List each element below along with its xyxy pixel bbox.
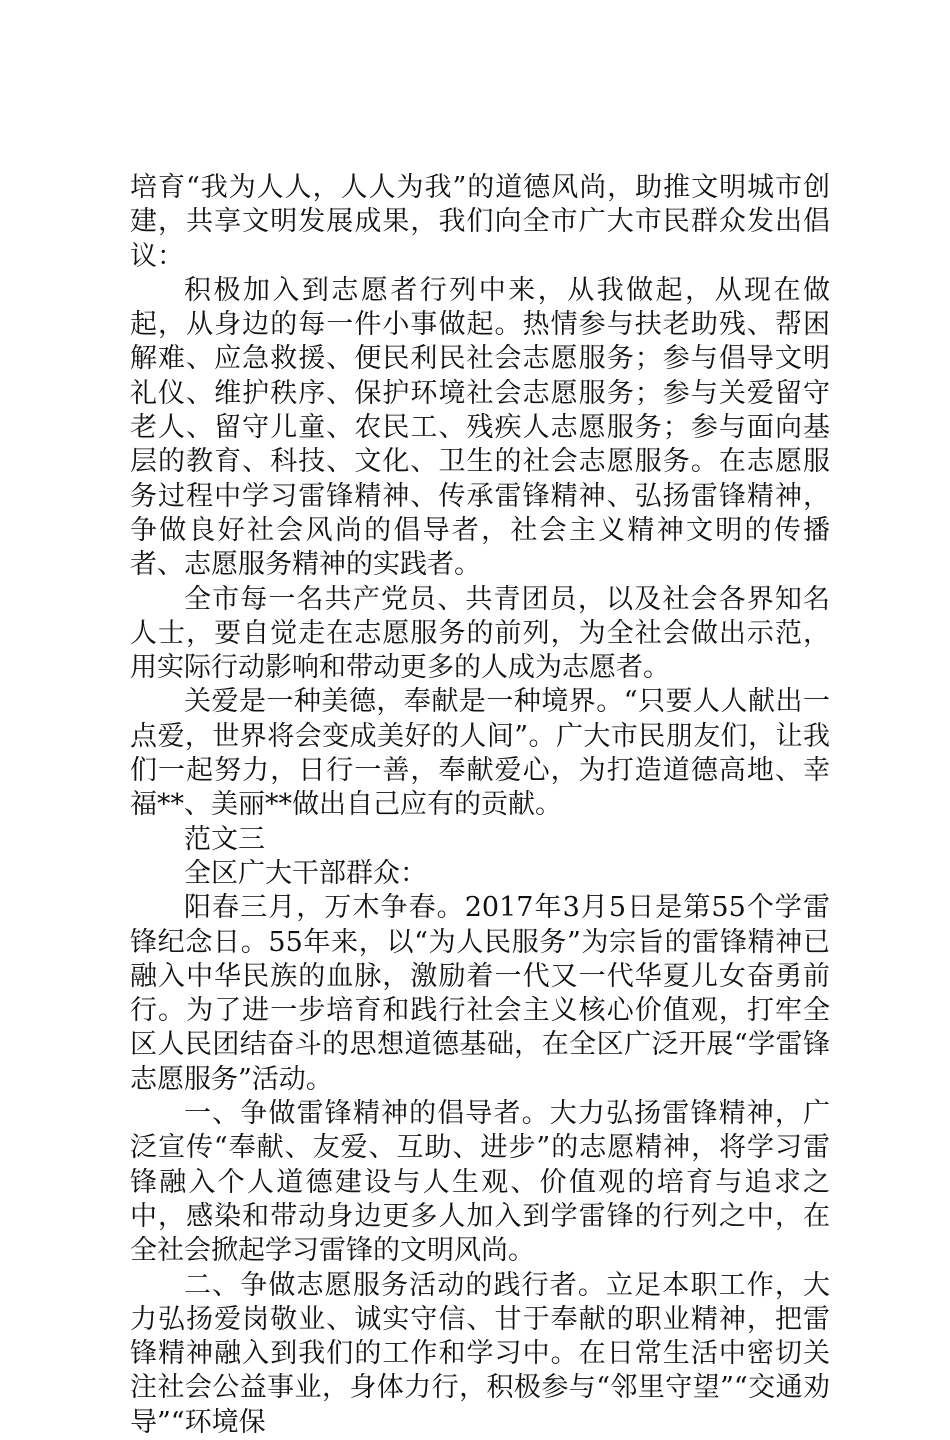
paragraph-volunteer-join: 积极加入到志愿者行列中来，从我做起，从现在做起，从身边的每一件小事做起。热情参与扶老助残、帮困解难、应急救援、便民利民社会志愿服务；参与倡导文明礼仪、维护秩序、保护环境社会志愿服务；参与关爱留守老人、留守儿童、农民工、残疾人志愿服务；参与面向基层的教育、科技、文化、卫生的社会志愿服务。在志愿服务过程中学习雷锋精神、传承雷锋精神、弘扬雷锋精神，争做良好社会风尚的倡导者，社会主义精神文明的传播者、志愿服务精神的实践者。 — [130, 274, 830, 581]
paragraph-party-members: 全市每一名共产党员、共青团员，以及社会各界知名人士，要自觉走在志愿服务的前列，为全社会做出示范，用实际行动影响和带动更多的人成为志愿者。 — [130, 583, 830, 684]
document-body — [130, 171, 830, 1440]
salutation: 全区广大干部群众： — [184, 857, 427, 889]
paragraph-continuation: 培育“我为人人，人人为我”的道德风尚，助推文明城市创建，共享文明发展成果，我们向全市广大市民群众发出倡议： — [130, 172, 830, 272]
paragraph-love-virtue: 关爱是一种美德，奉献是一种境界。“只要人人献出一点爱，世界将会变成美好的人间”。广大市民朋友们，让我们一起努力，日行一善，奉献爱心，为打造道德高地、幸福**、美丽**做出自己应有的贡献。 — [130, 686, 830, 821]
paragraph-spring-march: 阳春三月，万木争春。2017年3月5日是第55个学雷锋纪念日。55年来，以“为人民服务”为宗旨的雷锋精神已融入中华民族的血脉，激励着一代又一代华夏儿女奋勇前行。为了进一步培育和践行社会主义核心价值观，打牢全区人民团结奋斗的思想道德基础，在全区广泛开展“学雷锋志愿服务”活动。 — [130, 892, 830, 1095]
section-heading-sample-three: 范文三 — [184, 823, 265, 855]
paragraph-item-one: 一、争做雷锋精神的倡导者。大力弘扬雷锋精神，广泛宣传“奉献、友爱、互助、进步”的志愿精神，将学习雷锋融入个人道德建设与人生观、价值观的培育与追求之中，感染和带动身边更多人加入到学雷锋的行列之中，在全社会掀起学习雷锋的文明风尚。 — [130, 1098, 830, 1267]
paragraph-item-two: 二、争做志愿服务活动的践行者。立足本职工作，大力弘扬爱岗敬业、诚实守信、甘于奉献的职业精神，把雷锋精神融入到我们的工作和学习中。在日常生活中密切关注社会公益事业，身体力行，积极参与“邻里守望”“交通劝导”“环境保 — [130, 1269, 830, 1438]
